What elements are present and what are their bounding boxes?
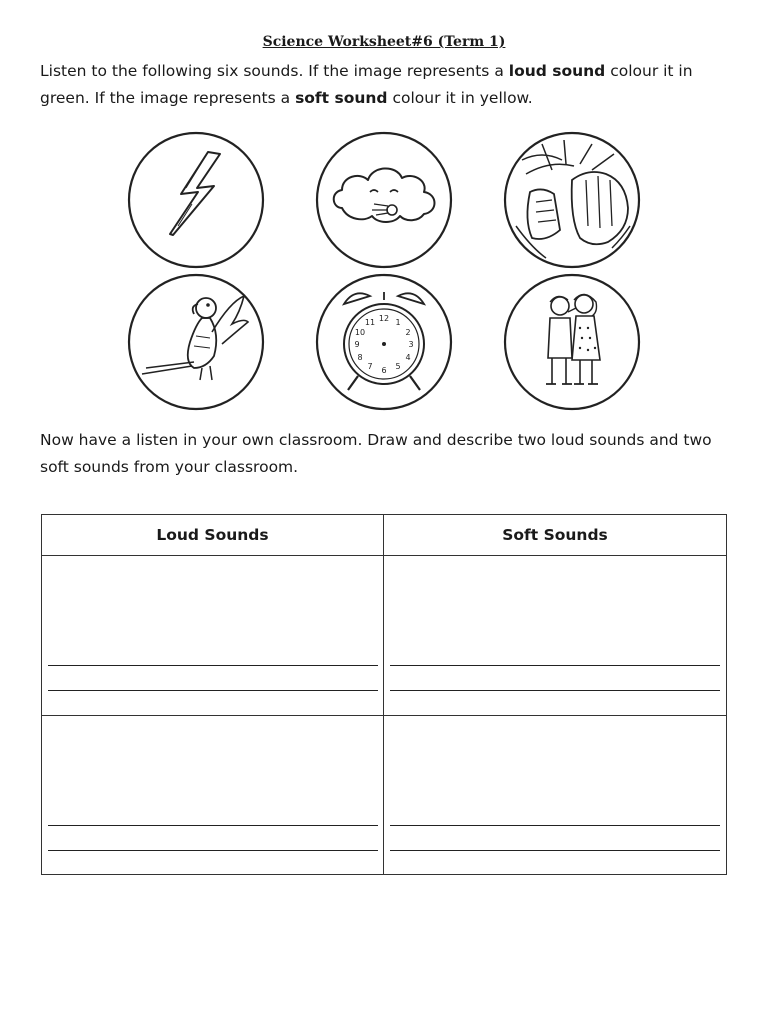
instructions-part2: colour it in green. If the image represents a [40,62,693,107]
clock-number-8: 8 [357,353,363,362]
worksheet-title: Science Worksheet#6 (Term 1) [262,34,506,50]
children-whispering-icon [502,272,642,412]
cloud-blowing-icon [314,130,454,270]
loud-cell-2-writing-line-2[interactable] [48,850,378,851]
clock-number-10: 10 [354,328,366,337]
instructions-part3: colour it in yellow. [387,89,533,107]
loud-cell-2-writing-line-1[interactable] [48,825,378,826]
instructions-loud: loud sound [508,62,606,80]
cloud-blowing-picture[interactable] [314,130,454,270]
soft-sounds-header: Soft Sounds [502,526,608,544]
soft-cell-1-writing-line-1[interactable] [390,665,720,666]
sounds-table [41,514,727,875]
lightning-picture[interactable] [126,130,266,270]
clock-number-1: 1 [395,318,401,327]
clock-number-12: 12 [378,314,390,323]
alarm-clock-icon [314,272,454,412]
clock-number-11: 11 [364,318,376,327]
classroom-prompt: Now have a listen in your own classroom. Draw and describe two loud sounds and two soft sounds from your classroom. [40,431,712,476]
clock-number-7: 7 [367,362,373,371]
loud-sounds-header: Loud Sounds [156,526,269,544]
clock-number-9: 9 [354,340,360,349]
clock-number-3: 3 [408,340,414,349]
soft-cell-1-writing-line-2[interactable] [390,690,720,691]
parrot-picture[interactable] [126,272,266,412]
instructions-part1: Listen to the following six sounds. If the image represents a [40,62,509,80]
children-whispering-picture[interactable] [502,272,642,412]
clock-number-2: 2 [405,328,411,337]
clock-number-5: 5 [395,362,401,371]
lightning-icon [126,130,266,270]
instructions-soft: soft sound [295,89,388,107]
instructions-paragraph [40,58,740,112]
clock-number-6: 6 [381,366,387,375]
soft-cell-2-writing-line-2[interactable] [390,850,720,851]
soft-cell-2-writing-line-1[interactable] [390,825,720,826]
loud-cell-1-writing-line-2[interactable] [48,690,378,691]
clapping-hands-picture[interactable] [502,130,642,270]
parrot-icon [126,272,266,412]
clock-number-4: 4 [405,353,411,362]
loud-cell-1-writing-line-1[interactable] [48,665,378,666]
clapping-hands-icon [502,130,642,270]
alarm-clock-picture[interactable] [314,272,454,412]
